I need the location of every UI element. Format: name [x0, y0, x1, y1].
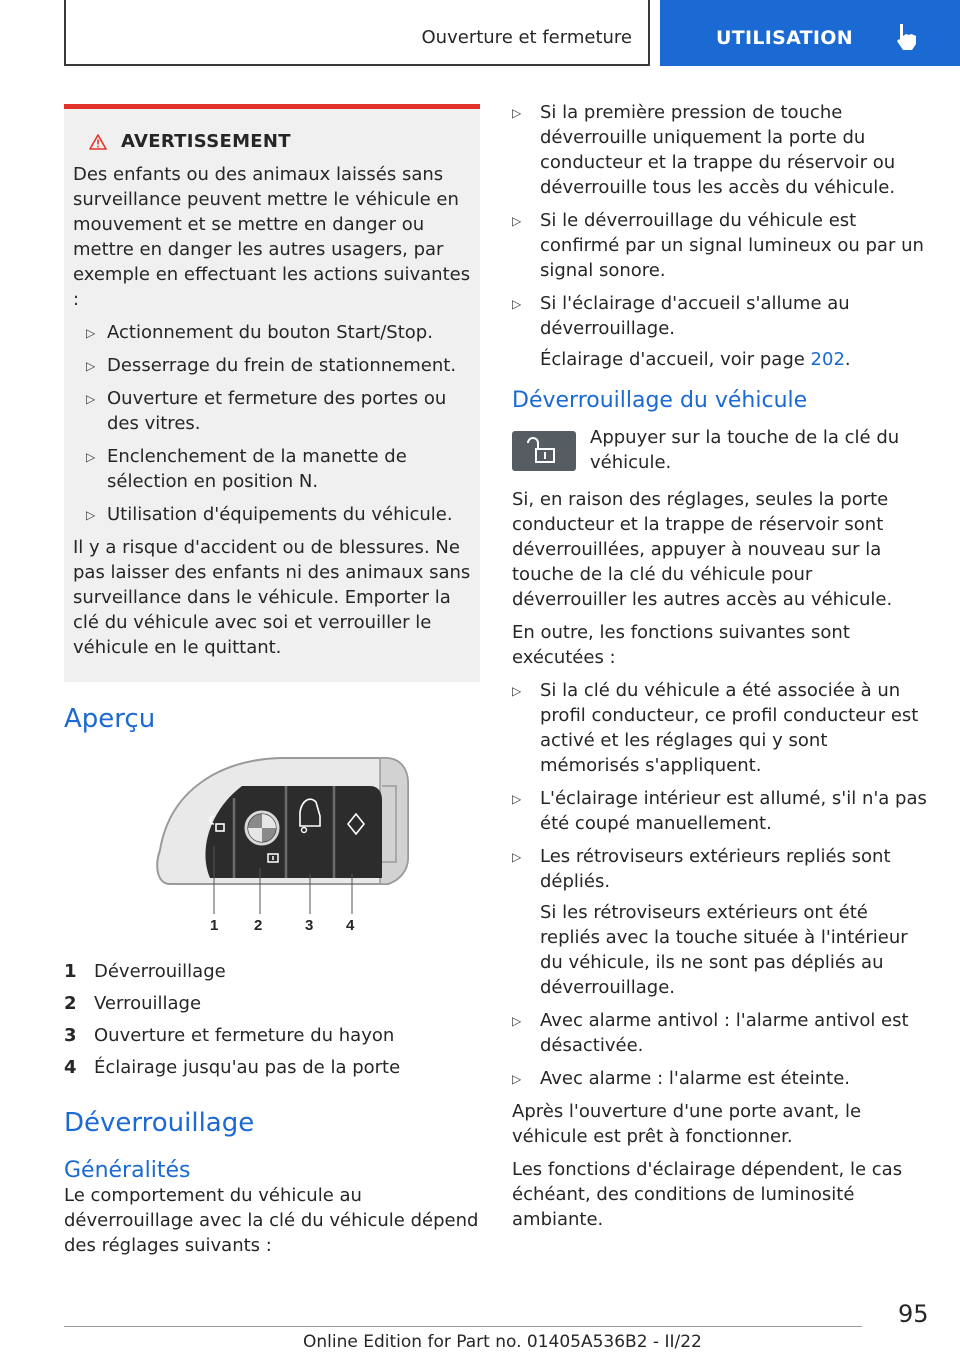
bmw-logo-icon [246, 812, 278, 844]
legend-label: Ouverture et fermeture du hayon [94, 1025, 395, 1046]
warning-triangle-icon [89, 134, 107, 150]
settings-list [512, 100, 932, 372]
warning-list [73, 320, 472, 527]
legend-row [64, 988, 480, 1020]
list-item-text: Les rétroviseurs extérieurs repliés sont dépliés. [540, 846, 891, 892]
figure-label: 4 [346, 917, 355, 934]
warning-header [73, 131, 472, 152]
legend-row [64, 1020, 480, 1052]
reference-suffix: . [844, 349, 851, 370]
generalites-text: Le comportement du véhicule au déverrouillage avec la clé du véhicule dépend des réglages suivants : [64, 1185, 479, 1256]
legend-row [64, 956, 480, 988]
list-item: ▷ Enclenchement de la manette de sélection en position N. [73, 444, 472, 494]
key-fob-illustration [130, 750, 414, 940]
legend-number: 4 [64, 1057, 77, 1078]
figure-label: 3 [305, 917, 314, 934]
deverrouillage-heading: Déverrouillage [64, 1108, 255, 1138]
list-item: ▷ Avec alarme antivol : l'alarme antivol est désactivée. [512, 1008, 932, 1058]
legend-label: Éclairage jusqu'au pas de la porte [94, 1057, 401, 1078]
figure-label: 2 [254, 917, 263, 934]
unlock-key-symbol [512, 431, 576, 471]
legend-label: Verrouillage [94, 993, 202, 1014]
header-section-box [660, 0, 960, 66]
reglages-text: Si, en raison des réglages, seules la porte conducteur et la trappe de réservoir sont déverrouillées, appuyer à nouveau sur la touche de la clé du véhicule pour déverrouiller les autres accès au véhicule. [512, 489, 893, 610]
eclairage-text: Les fonctions d'éclairage dépendent, le cas échéant, des conditions de luminosité ambiante. [512, 1159, 903, 1230]
apercu-heading: Aperçu [64, 704, 156, 734]
figure-legend [64, 956, 480, 1266]
header-chapter-box [64, 0, 650, 66]
apres-text: Après l'ouverture d'une porte avant, le véhicule est prêt à fonctionner. [512, 1101, 862, 1147]
list-item [512, 291, 932, 372]
legend-number: 3 [64, 1025, 77, 1046]
deverrouillage-vehicule-heading: Déverrouillage du véhicule [512, 388, 808, 413]
list-item: ▷ Si la première pression de touche déverrouille uniquement la porte du conducteur et la trappe du réservoir ou déverrouille tous les accès du véhicule. [512, 100, 932, 200]
list-item-text: Si l'éclairage d'accueil s'allume au déverrouillage. [540, 293, 850, 339]
footer-divider [64, 1326, 862, 1327]
list-item: ▷ Actionnement du bouton Start/Stop. [73, 320, 472, 345]
warning-conclusion: Il y a risque d'accident ou de blessures. Ne pas laisser des enfants ni des animaux sans surveillance dans le véhicule. Emporter la clé du véhicule avec soi et verrouiller le véhicule en le quittant. [73, 537, 471, 658]
fonctions-list [512, 678, 932, 1091]
warning-box [64, 104, 480, 682]
unlock-instruction [512, 425, 932, 475]
figure-label: 1 [210, 917, 219, 934]
footer-edition: Online Edition for Part no. 01405A536B2 - II/22 [303, 1332, 702, 1352]
section-title: UTILISATION [716, 27, 853, 49]
list-item: ▷ L'éclairage intérieur est allumé, s'il n'a pas été coupé manuellement. [512, 786, 932, 836]
warning-title: AVERTISSEMENT [121, 131, 291, 152]
list-item: ▷ Si le déverrouillage du véhicule est confirmé par un signal lumineux ou par un signal sonore. [512, 208, 932, 283]
page-link[interactable]: 202 [810, 349, 845, 370]
chapter-title: Ouverture et fermeture [421, 27, 632, 48]
legend-number: 2 [64, 993, 77, 1014]
retroviseurs-note: Si les rétroviseurs extérieurs ont été repliés avec la touche située à l'intérieur du véhicule, ils ne sont pas dépliés au déverrouillage. [540, 902, 908, 998]
reference-prefix: Éclairage d'accueil, voir page [540, 349, 811, 370]
pointing-hand-icon [894, 22, 920, 52]
generalites-heading: Généralités [64, 1158, 191, 1183]
legend-label: Déverrouillage [94, 961, 226, 982]
list-item: ▷ Ouverture et fermeture des portes ou des vitres. [73, 386, 472, 436]
list-item: ▷ Desserrage du frein de stationnement. [73, 353, 472, 378]
left-column [64, 104, 480, 734]
unlock-padlock-icon [512, 431, 576, 471]
accueil-reference [540, 347, 932, 372]
list-item: ▷ Utilisation d'équipements du véhicule. [73, 502, 472, 527]
list-item: ▷ Avec alarme : l'alarme est éteinte. [512, 1066, 932, 1091]
legend-row [64, 1052, 480, 1084]
legend-number: 1 [64, 961, 77, 982]
fonctions-intro: En outre, les fonctions suivantes sont exécutées : [512, 622, 850, 668]
unlock-instruction-text: Appuyer sur la touche de la clé du véhicule. [590, 427, 900, 473]
right-column [512, 100, 932, 1240]
warning-intro: Des enfants ou des animaux laissés sans surveillance peuvent mettre le véhicule en mouvement et se mettre en danger ou mettre en danger les autres usagers, par exemple en effectuant les actions suivantes : [73, 164, 471, 310]
list-item: ▷ Si la clé du véhicule a été associée à un profil conducteur, ce profil conducteur est activé et les réglages qui y sont mémorisés s'appliquent. [512, 678, 932, 778]
page-number: 95 [898, 1300, 929, 1328]
list-item [512, 844, 932, 1000]
